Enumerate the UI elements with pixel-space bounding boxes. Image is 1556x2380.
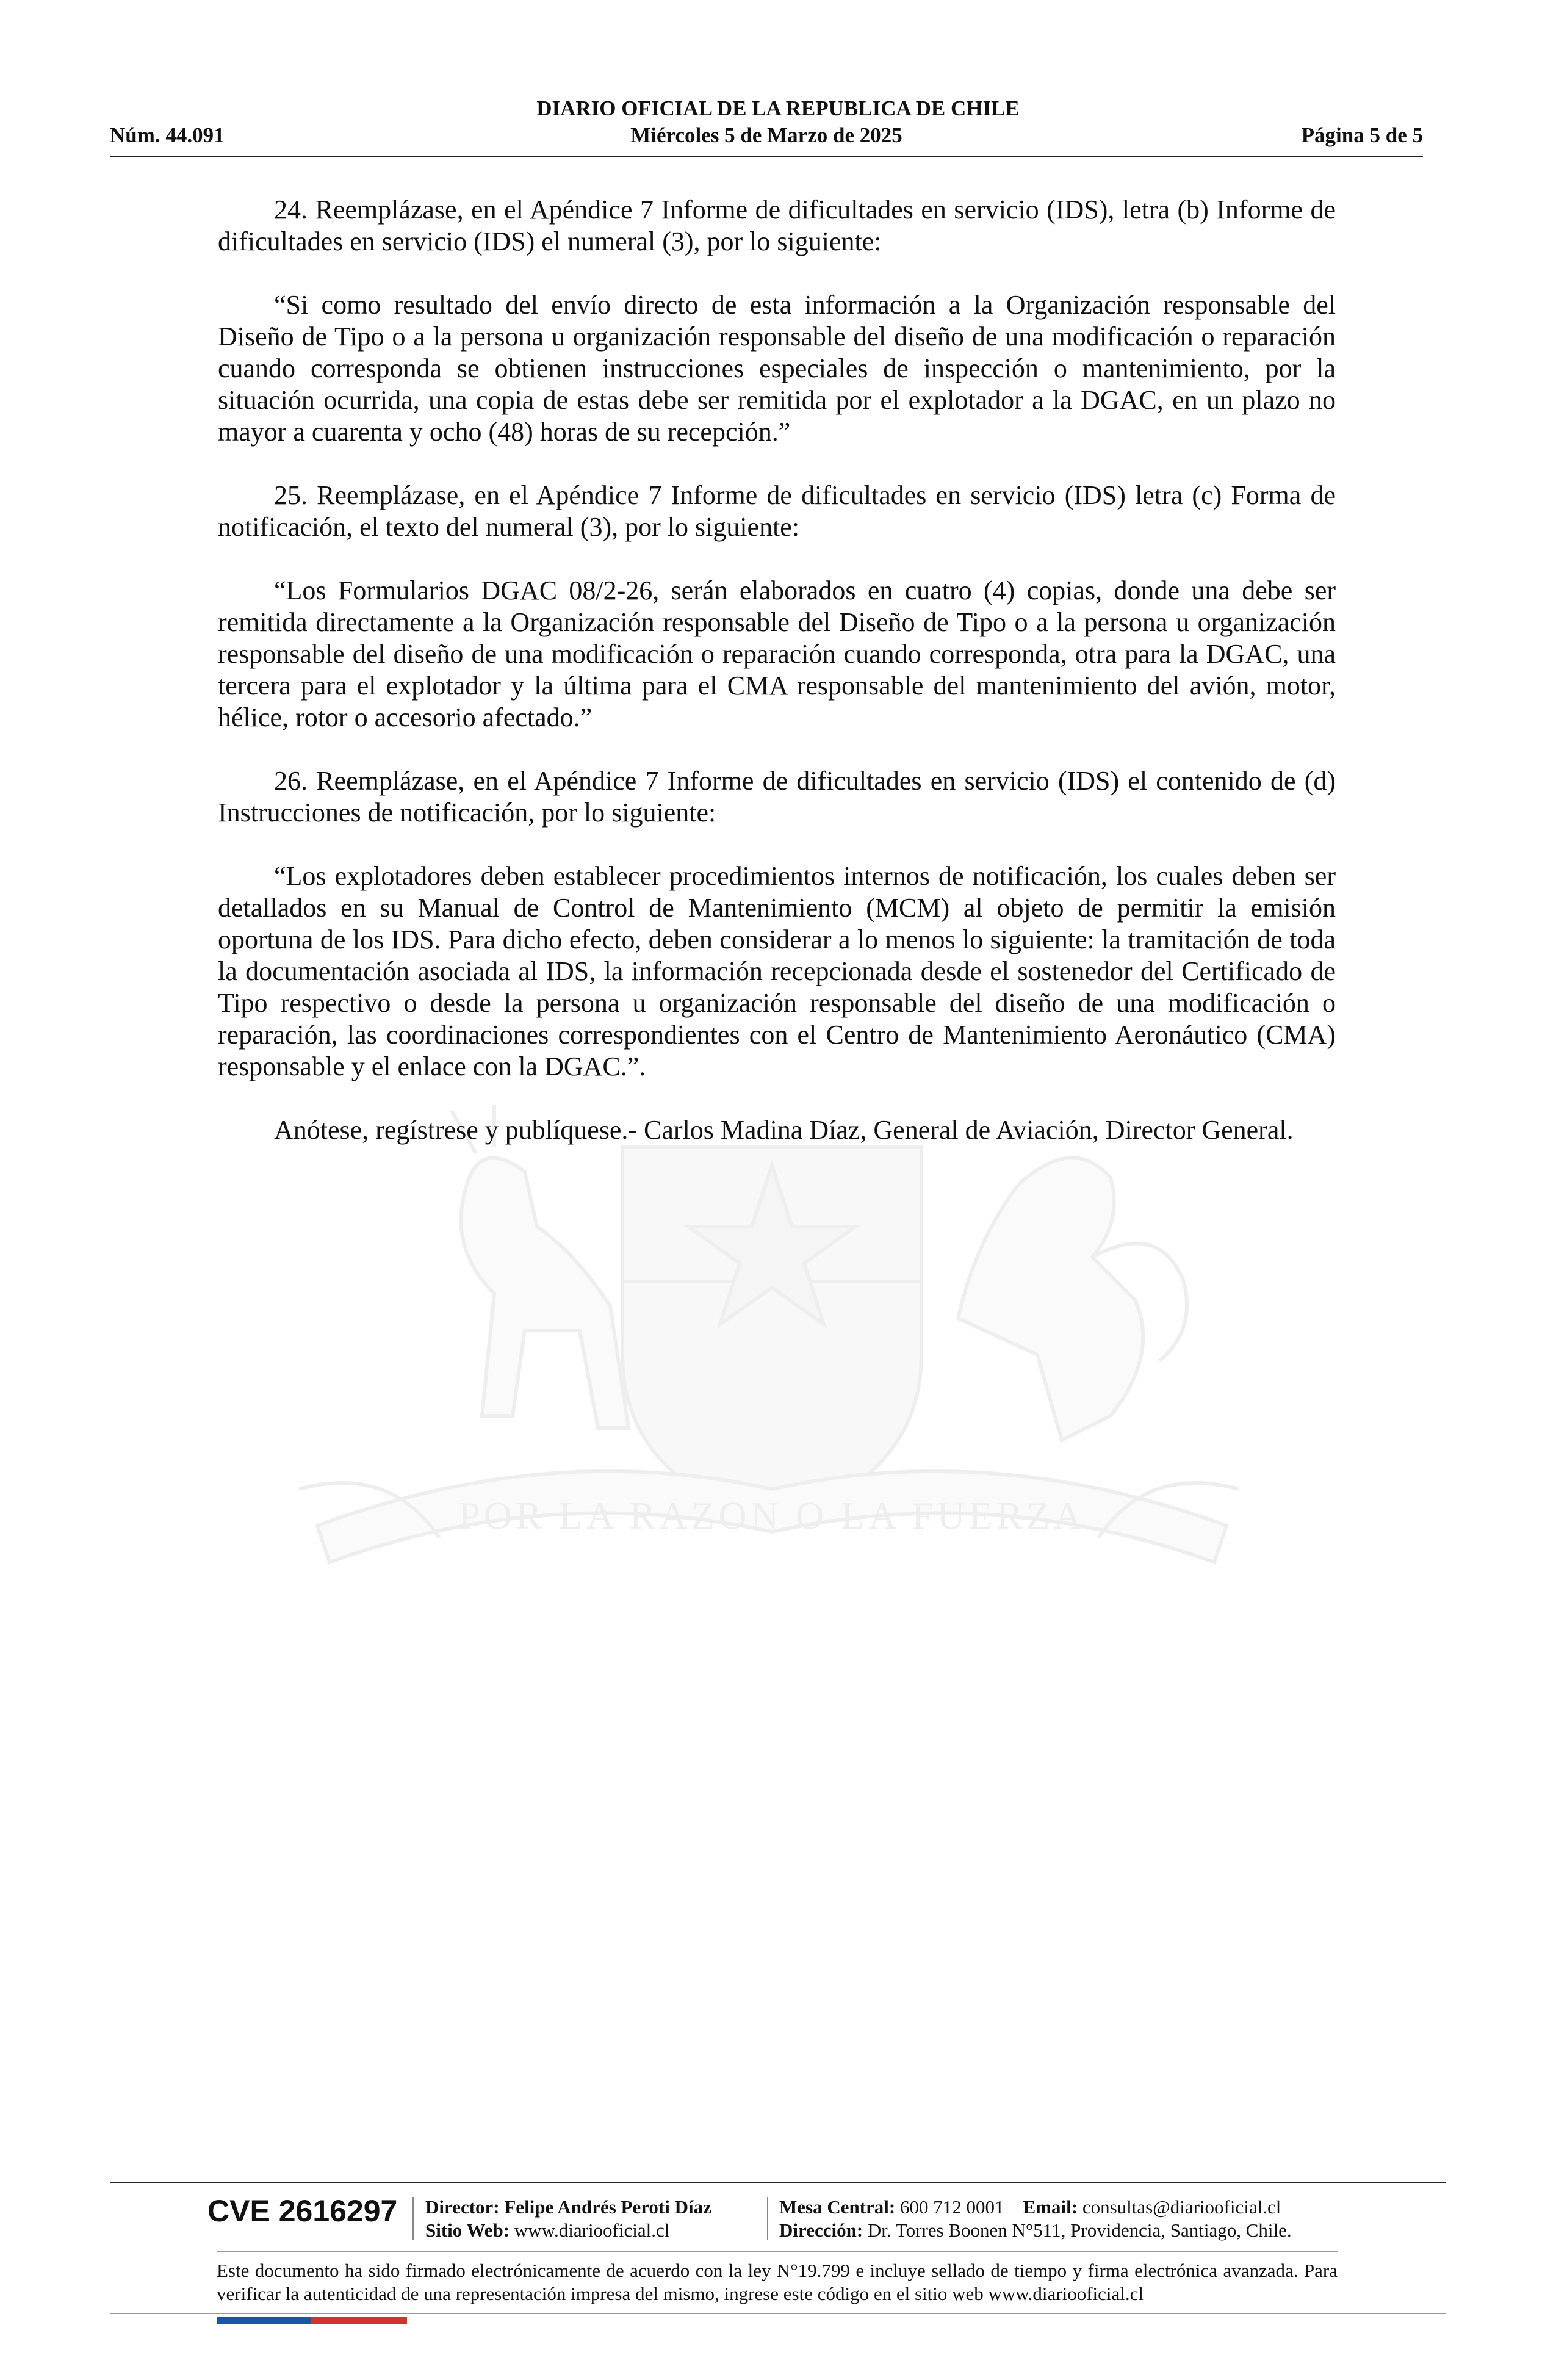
- email-label: Email:: [1023, 2196, 1078, 2218]
- address-value: Dr. Torres Boonen N°511, Providencia, Santiago, Chile.: [867, 2220, 1292, 2241]
- watermark-motto: POR LA RAZON O LA FUERZA: [458, 1494, 1086, 1537]
- flag-bar-red: [311, 2317, 407, 2324]
- header-divider: [110, 156, 1423, 157]
- legal-notice: Este documento ha sido firmado electrónicamente de acuerdo con la ley N°19.799 e incluye sellado de tiempo y firma electrónica avanzada. Para verificar la autenticidad de una representación impresa del mismo, ingrese este código en el sitio web www.diariooficial.cl: [217, 2260, 1338, 2304]
- address-label: Dirección:: [779, 2220, 863, 2241]
- document-body: [218, 194, 1336, 1178]
- footer-bottom-rule: [110, 2313, 1446, 2314]
- mesa-phone: 600 712 0001: [900, 2196, 1004, 2218]
- web-label: Sitio Web:: [425, 2220, 510, 2241]
- issue-date: Miércoles 5 de Marzo de 2025: [630, 123, 902, 147]
- page-indicator: Página 5 de 5: [1301, 123, 1423, 147]
- mesa-label: Mesa Central:: [779, 2196, 896, 2218]
- flag-bar-blue: [217, 2317, 311, 2324]
- footer-director-block: [425, 2196, 711, 2242]
- paragraph-24: 24. Reemplázase, en el Apéndice 7 Informe de dificultades en servicio (IDS), letra (b) Informe de dificultades en servicio (IDS) el numeral (3), por lo siguiente:: [218, 195, 1336, 256]
- quote-26: “Los explotadores deben establecer procedimientos internos de notificación, los cuales deben ser detallados en su Manual de Control de Mantenimiento (MCM) al objeto de permitir la emisión oportuna de los IDS. Para dicho efecto, deben considerar a lo menos lo siguiente: la tramitación de toda la documentación asociada al IDS, la información recepcionada desde el sostenedor del Certificado de Tipo respectivo o desde la persona u organización responsable del diseño de una modificación o reparación, las coordinaciones correspondientes con el Centro de Mantenimiento Aeronáutico (CMA) responsable y el enlace con la DGAC.”.: [218, 861, 1336, 1081]
- closing-signature: Anótese, regístrese y publíquese.- Carlos Madina Díaz, General de Aviación, Director General.: [274, 1115, 1294, 1145]
- issue-number: Núm. 44.091: [110, 123, 225, 147]
- header-row: [110, 123, 1423, 150]
- newspaper-title: DIARIO OFICIAL DE LA REPUBLICA DE CHILE: [536, 96, 1020, 120]
- director-name: Felipe Andrés Peroti Díaz: [504, 2196, 711, 2218]
- quote-24: “Si como resultado del envío directo de esta información a la Organización responsable del Diseño de Tipo o a la persona u organización responsable del diseño de una modificación o reparación cuando corresponda se obtienen instrucciones especiales de inspección o mantenimiento, por la situación ocurrida, una copia de estas debe ser remitida por el explotador a la DGAC, en un plazo no mayor a cuarenta y ocho (48) horas de su recepción.”: [218, 290, 1336, 447]
- paragraph-26: 26. Reemplázase, en el Apéndice 7 Informe de dificultades en servicio (IDS) el contenido de (d) Instrucciones de notificación, por lo siguiente:: [218, 766, 1336, 828]
- paragraph-25: 25. Reemplázase, en el Apéndice 7 Informe de dificultades en servicio (IDS) letra (c) Forma de notificación, el texto del numeral (3), por lo siguiente:: [218, 480, 1336, 542]
- footer-top-rule: [110, 2182, 1446, 2183]
- quote-25: “Los Formularios DGAC 08/2-26, serán elaborados en cuatro (4) copias, donde una debe ser remitida directamente a la Organización responsable del Diseño de Tipo o a la persona u organización responsable del diseño de una modificación o reparación cuando corresponda, otra para la DGAC, una tercera para el explotador y la última para el CMA responsable del mantenimiento del avión, motor, hélice, rotor o accesorio afectado.”: [218, 575, 1336, 732]
- footer-separator: [412, 2197, 414, 2240]
- director-label: Director:: [425, 2196, 500, 2218]
- web-link[interactable]: www.diariooficial.cl: [514, 2220, 670, 2241]
- coat-of-arms-watermark: [207, 1098, 1330, 1648]
- footer-mid-rule: [217, 2251, 1338, 2252]
- footer-separator: [767, 2197, 768, 2240]
- cve-code: CVE 2616297: [207, 2194, 398, 2228]
- email-link[interactable]: consultas@diariooficial.cl: [1082, 2196, 1281, 2218]
- footer-contact-block: [779, 2196, 1292, 2242]
